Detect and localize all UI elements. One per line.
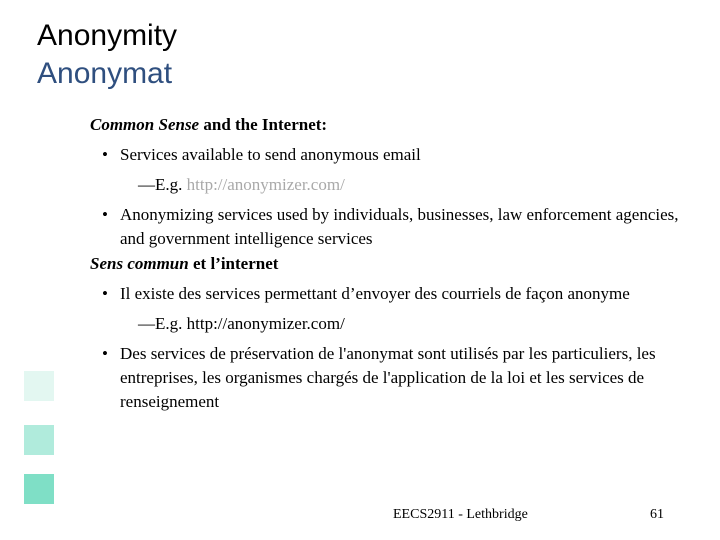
french-heading-rest: et l’internet <box>188 254 279 273</box>
french-bullet-2 <box>90 342 700 414</box>
french-example <box>90 312 700 336</box>
slide-title-french: Anonymat <box>37 57 173 90</box>
english-heading-rest: and the Internet: <box>199 115 328 134</box>
english-example-prefix: —E.g. <box>138 175 187 194</box>
bullet-dot: • <box>102 205 108 224</box>
english-example-link[interactable]: http://anonymizer.com/ <box>186 175 345 194</box>
french-example-link[interactable]: http://anonymizer.com/ <box>186 314 345 333</box>
english-bullet-1 <box>90 143 700 167</box>
french-example-prefix: —E.g. <box>138 314 187 333</box>
footer-course: EECS2911 - Lethbridge <box>393 507 528 522</box>
english-bullet-2 <box>90 203 700 251</box>
bullet-dot: • <box>102 284 108 303</box>
french-heading-italic: Sens commun <box>90 254 189 273</box>
bullet-dot: • <box>102 145 108 164</box>
french-bullet-1 <box>90 282 700 306</box>
english-example <box>90 173 700 197</box>
english-heading <box>90 113 700 137</box>
decorative-square-light <box>24 371 54 401</box>
french-heading <box>90 252 700 276</box>
slide-body <box>90 112 700 414</box>
french-bullet-1-text: Il existe des services permettant d’envoyer des courriels de façon anonyme <box>120 284 630 303</box>
french-bullet-2-text: Des services de préservation de l'anonymat sont utilisés par les particuliers, les entreprises, les organismes chargés de l'application de la loi et les services de renseignement <box>120 344 656 411</box>
decorative-square-dark <box>24 474 54 504</box>
decorative-square-medium <box>24 425 54 455</box>
english-bullet-1-text: Services available to send anonymous email <box>120 145 421 164</box>
slide-title-english: Anonymity <box>37 19 178 52</box>
english-bullet-2-text: Anonymizing services used by individuals, businesses, law enforcement agencies, and government intelligence services <box>120 205 679 248</box>
bullet-dot: • <box>102 344 108 363</box>
page-number: 61 <box>650 507 664 522</box>
english-heading-italic: Common Sense <box>90 115 200 134</box>
